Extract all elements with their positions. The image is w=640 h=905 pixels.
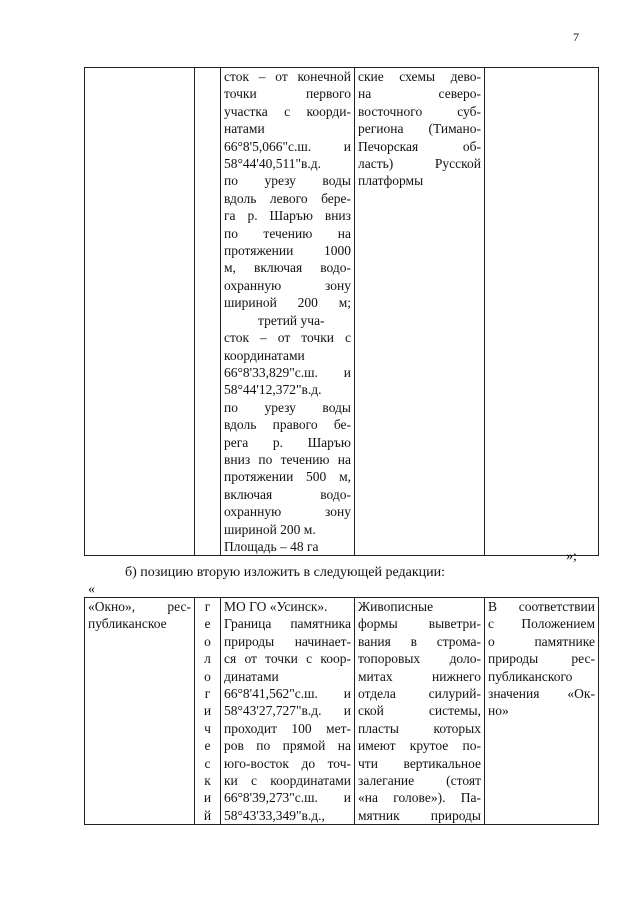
t1-cell-profile: [195, 68, 221, 556]
t2-description-line: ской системы,: [358, 703, 481, 719]
t2-profile-letter: о: [204, 633, 211, 649]
t2-profile-letter: г: [204, 686, 211, 702]
t1-location-line: вдоль правого бе-: [224, 417, 351, 433]
t2-location-line: МО ГО «Усинск».: [224, 599, 328, 614]
t1-location-line: га р. Шаръю вниз: [224, 208, 351, 224]
t2-profile-letter: и: [203, 790, 212, 806]
open-quote: «: [88, 582, 95, 597]
t2-location-line: динатами: [224, 668, 279, 684]
t2-description-line: пласты которых: [358, 720, 481, 736]
t2-description-line: «на голове»). Па-: [358, 790, 481, 806]
t2-description-line: Живописные: [358, 599, 434, 614]
t2-basis-line: значения «Ок-: [488, 686, 595, 702]
t2-basis-line: В соответствии: [488, 599, 595, 614]
t1-location-line: 66°8'5,066"с.ш. и: [224, 138, 351, 154]
t2-basis-line: о памятнике: [488, 633, 595, 649]
t1-location-line: м, включая водо-: [224, 260, 351, 276]
t2-profile-letter: с: [204, 755, 211, 771]
t1-location-line: охранную зону: [224, 277, 351, 293]
t1-description-line: Печорская об-: [358, 138, 481, 154]
end-quote: »;: [566, 549, 577, 564]
t2-profile-letter: ч: [204, 720, 211, 736]
t2-description-line: вания в строма-: [358, 633, 481, 649]
t2-basis-line: но»: [488, 703, 509, 719]
t2-description-line: отдела силурий-: [358, 686, 481, 702]
t1-location-line: участка с коорди-: [224, 103, 351, 119]
t1-description-line: ласть) Русской: [358, 156, 481, 172]
t2-profile-letter: й: [203, 807, 212, 823]
t2-profile-letter: л: [204, 651, 211, 667]
t2-basis-line: публиканского: [488, 668, 573, 684]
t1-location-line: шириной 200 м;: [224, 295, 351, 311]
t2-description-line: залегание (стоят: [358, 773, 481, 789]
t1-location-line: третий уча-: [258, 312, 325, 328]
t1-location-line: рега р. Шаръю: [224, 434, 351, 450]
t2-basis-line: с Положением: [488, 616, 595, 632]
t2-location-line: 58°43'33,349"в.д.,: [224, 807, 325, 823]
t1-description-line: ские схемы дево-: [358, 69, 481, 84]
table-position-two: [84, 597, 599, 825]
t2-description-line: митах нижнего: [358, 668, 481, 684]
t1-location-line: вниз по течению на: [224, 451, 351, 467]
t1-location-line: Площадь – 48 га: [224, 538, 319, 554]
t2-description-line: мятник природы: [358, 807, 481, 823]
t2-profile-letter: г: [204, 599, 211, 614]
t2-location-line: ся от точки с коор-: [224, 651, 351, 667]
t1-location-line: протяжении 1000: [224, 243, 351, 259]
t1-description-line: восточного суб-: [358, 103, 481, 119]
t1-location-line: протяжении 500 м,: [224, 469, 351, 485]
t1-location-line: координатами: [224, 347, 305, 363]
t1-location-line: охранную зону: [224, 504, 351, 520]
t2-location-line: 66°8'41,562"с.ш. и: [224, 686, 351, 702]
t1-description-line: на северо-: [358, 86, 481, 102]
t2-location-line: проходит 100 мет-: [224, 720, 351, 736]
t2-description-line: топоровых доло-: [358, 651, 481, 667]
t2-basis-line: природы рес-: [488, 651, 595, 667]
t2-location-line: ки с координатами: [224, 773, 351, 789]
t1-description-line: региона (Тимано-: [358, 121, 481, 137]
t2-profile-letter: о: [204, 668, 211, 684]
t1-location-line: шириной 200 м.: [224, 521, 316, 537]
t2-profile-letter: и: [203, 703, 212, 719]
t2-cell-name: [85, 598, 195, 825]
t1-location-line: 58°44'40,511"в.д.: [224, 156, 321, 172]
t1-location-line: точки первого: [224, 86, 351, 102]
t1-location-line: по течению на: [224, 225, 351, 241]
t2-location-line: 66°8'39,273"с.ш. и: [224, 790, 351, 806]
t2-location-line: Граница памятника: [224, 616, 351, 632]
t2-profile-letter: е: [204, 738, 211, 754]
t1-location-line: вдоль левого бере-: [224, 190, 351, 206]
t1-cell-basis: [485, 68, 599, 556]
t2-cell-basis: [485, 598, 599, 825]
t1-cell-location: [221, 68, 355, 556]
t2-description-line: формы выветри-: [358, 616, 481, 632]
t1-location-line: 58°44'12,372"в.д.: [224, 382, 322, 398]
t2-profile-letter: е: [204, 616, 211, 632]
t2-name-line: «Окно», рес-: [88, 599, 191, 614]
t2-location-line: природы начинает-: [224, 633, 351, 649]
table-continuation: [84, 67, 599, 556]
t1-location-line: сток – от точки с: [224, 330, 351, 346]
t1-location-line: 66°8'33,829"с.ш. и: [224, 364, 351, 380]
t1-location-line: по урезу воды: [224, 173, 351, 189]
t2-location-line: 58°43'27,727"в.д. и: [224, 703, 351, 719]
t2-description-line: чти вертикальное: [358, 755, 481, 771]
t1-location-line: включая водо-: [224, 486, 351, 502]
t1-location-line: сток – от конечной: [224, 69, 351, 84]
t1-location-line: по урезу воды: [224, 399, 351, 415]
t2-profile-letter: к: [204, 773, 211, 789]
t1-cell-name: [85, 68, 195, 556]
t2-cell-location: [221, 598, 355, 825]
page-number: 7: [573, 30, 579, 44]
t2-location-line: ров по прямой на: [224, 738, 351, 754]
t1-location-line: натами: [224, 121, 265, 137]
t2-cell-profile: [195, 598, 221, 825]
t2-description-line: имеют крутое по-: [358, 738, 481, 754]
instruction-paragraph: б) позицию вторую изложить в следующей редакции:: [125, 565, 445, 580]
t2-cell-description: [355, 598, 485, 825]
t2-name-line: публиканское: [88, 616, 167, 632]
t1-description-line: платформы: [358, 173, 424, 189]
t1-cell-description: [355, 68, 485, 556]
t2-location-line: юго-восток до точ-: [224, 755, 351, 771]
